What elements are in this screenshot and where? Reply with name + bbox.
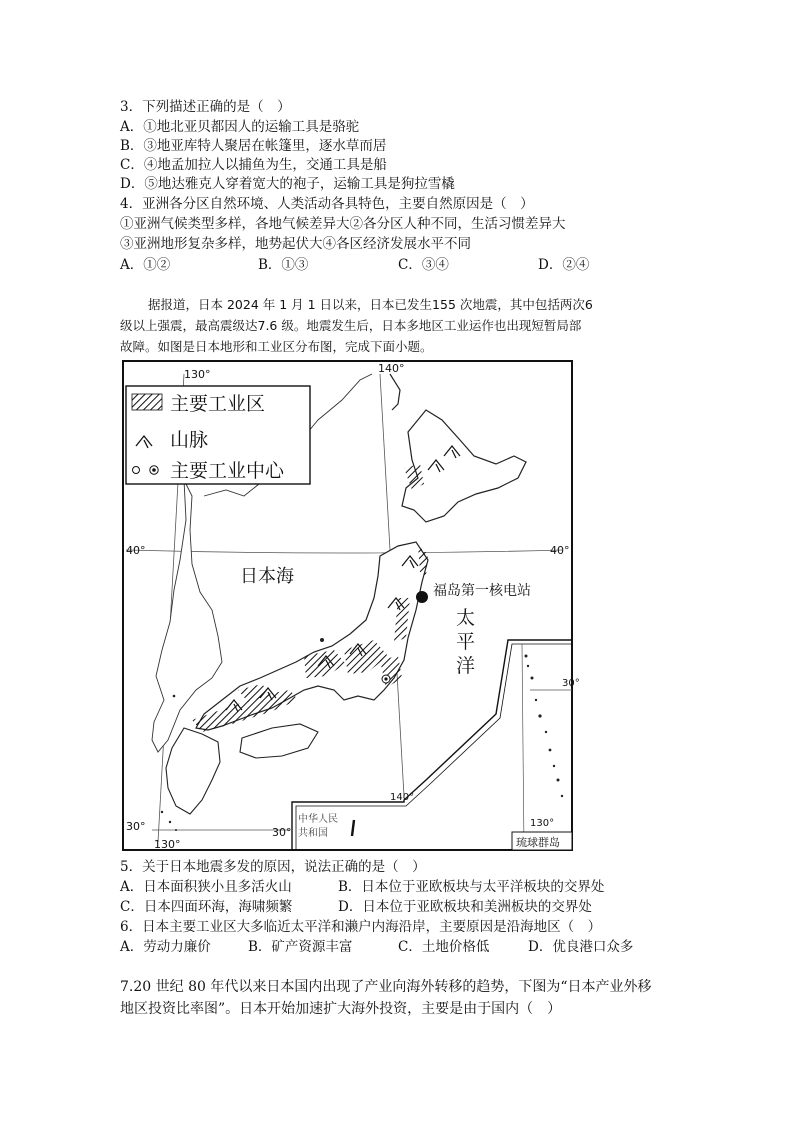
legend-hatch-swatch: [132, 394, 162, 410]
q6-stem: 6．日本主要工业区大多临近太平洋和濑户内海沿岸，主要原因是沿海地区（ ）: [120, 919, 602, 935]
q5-option-a: A．日本面积狭小且多活火山: [120, 879, 292, 895]
q4-option-a: A．①②: [120, 257, 171, 273]
passage: [120, 294, 680, 357]
q6-option-c: C．土地价格低: [398, 939, 490, 955]
japan-map: [122, 360, 580, 852]
lat-30-left: 30°: [126, 820, 146, 833]
sea-of-japan-label: 日本海: [240, 566, 294, 587]
q3-option-d: D．⑤地达雅克人穿着宽大的袍子，运输工具是狗拉雪橇: [120, 176, 455, 192]
lon-140-bottom: 140°: [390, 792, 415, 803]
inset-lon-130: 130°: [530, 818, 555, 829]
q4-statement-2: ③亚洲地形复杂多样，地势起伏大④各区经济发展水平不同: [120, 236, 471, 252]
prc-label-2: 共和国: [298, 828, 328, 839]
q5-option-d: D．日本位于亚欧板块和美洲板块的交界处: [338, 899, 592, 915]
lat-30-mid: 30°: [272, 826, 292, 839]
lat-40-right: 40°: [550, 544, 570, 557]
pacific-label-2: 平: [456, 631, 476, 653]
passage-line-1: 据报道，日本 2024 年 1 月 1 日以来，日本已发生155 次地震，其中包括两次6: [148, 297, 593, 312]
prc-label-1: 中华人民: [298, 814, 338, 825]
q6-option-a: A．劳动力廉价: [120, 939, 211, 955]
q3-option-b: B．③地亚库特人聚居在帐篷里，逐水草而居: [120, 138, 387, 154]
map-legend: [126, 386, 310, 484]
q7-line-1: 7.20 世纪 80 年代以来日本国内出现了产业向海外转移的趋势，下图为“日本产业外移: [120, 979, 652, 995]
q4-option-d: D．②④: [538, 257, 590, 273]
lon-130-top: 130°: [184, 368, 211, 381]
q3-stem: 3．下列描述正确的是（ ）: [120, 99, 291, 115]
pacific-label-1: 太: [456, 607, 476, 629]
q7-text: [120, 976, 680, 1020]
lat-40-left: 40°: [126, 544, 146, 557]
legend-center-icon-open: [133, 467, 140, 474]
q4-option-c: C．③④: [398, 257, 449, 273]
inset-lat-30: 30°: [562, 678, 580, 689]
passage-line-2: 级以上强震，最高震级达7.6 级。地震发生后，日本多地区工业运作也出现短暂局部: [120, 318, 582, 333]
q3-option-c: C．④地孟加拉人以捕鱼为生，交通工具是船: [120, 157, 387, 173]
q5-option-c: C．日本四面环海，海啸频繁: [120, 899, 293, 915]
q6-option-d: D．优良港口众多: [528, 939, 634, 955]
nuclear-plant-marker: [416, 591, 428, 603]
legend-industrial-center: 主要工业中心: [170, 460, 285, 482]
q5-option-b: B．日本位于亚欧板块与太平洋板块的交界处: [338, 879, 605, 895]
q3-option-a: A．①地北亚贝都因人的运输工具是骆驼: [120, 119, 360, 135]
legend-mountains: 山脉: [170, 429, 209, 451]
lon-130-bottom: 130°: [154, 838, 181, 851]
q4-statement-1: ①亚洲气候类型多样，各地气候差异大②各分区人种不同，生活习惯差异大: [120, 216, 566, 232]
q4-option-b: B．①③: [258, 257, 309, 273]
legend-industrial-zone: 主要工业区: [170, 393, 266, 415]
q4-stem: 4．亚洲各分区自然环境、人类活动各具特色，主要自然原因是（ ）: [120, 196, 534, 212]
q7-line-2: 地区投资比率图”。日本开始加速扩大海外投资，主要是由于国内（ ）: [120, 1001, 562, 1017]
passage-line-3: 故障。如图是日本地形和工业区分布图，完成下面小题。: [120, 339, 433, 354]
pacific-label-3: 洋: [456, 655, 476, 677]
nuclear-plant-label: 福岛第一核电站: [433, 583, 531, 599]
q5-stem: 5．关于日本地震多发的原因，说法正确的是（ ）: [120, 859, 426, 875]
ryukyu-label: 琉球群岛: [516, 836, 560, 849]
q6-option-b: B．矿产资源丰富: [248, 939, 353, 955]
lon-140-top: 140°: [378, 362, 405, 375]
